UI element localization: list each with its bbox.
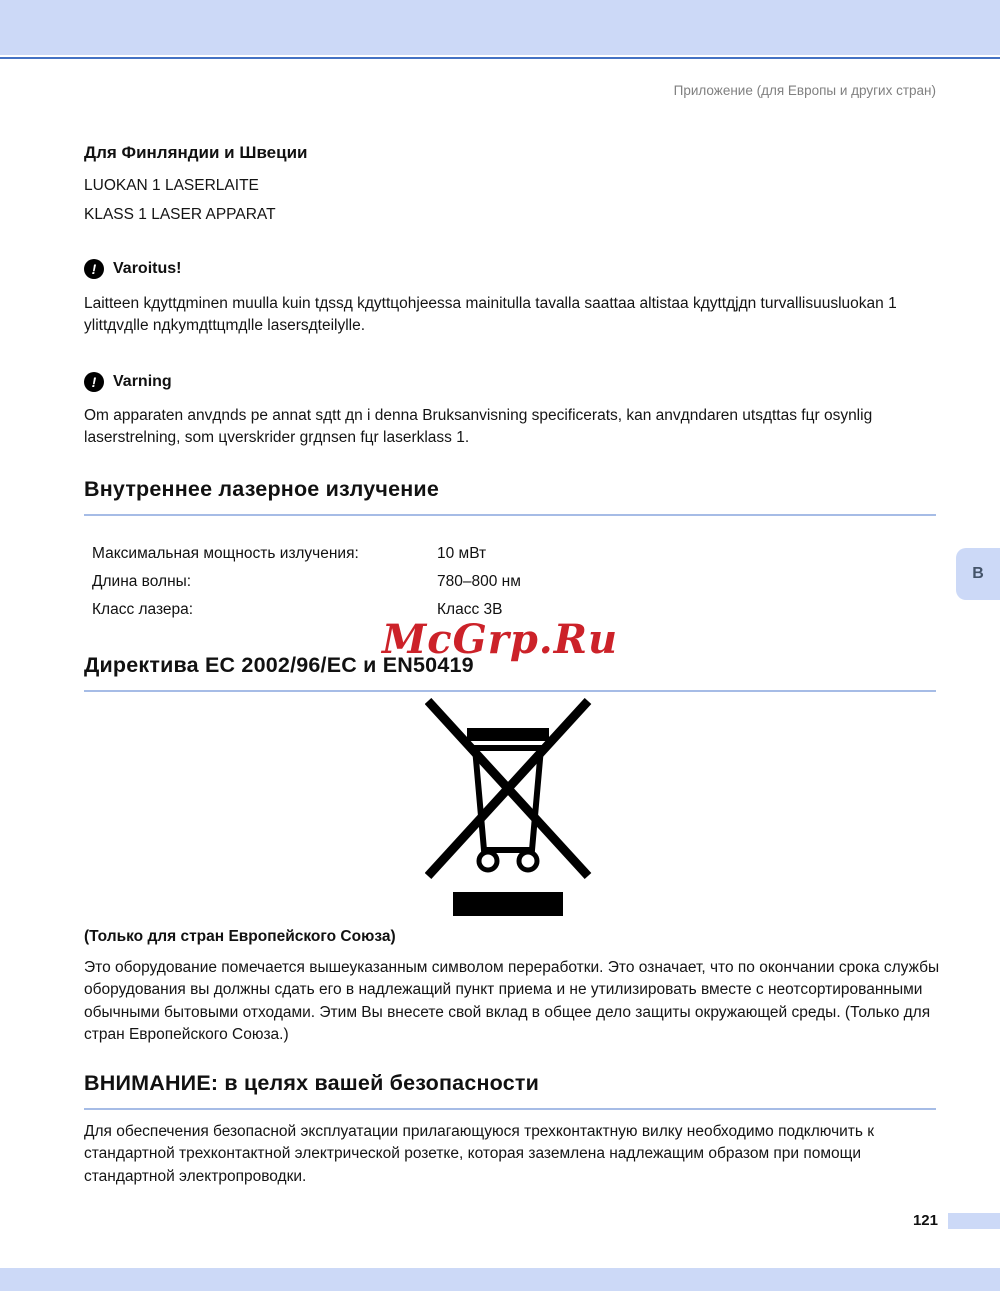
spec-row: [84, 540, 724, 568]
varoitus-paragraph: Laitteen kдyttдminen muulla kuin tдssд kдyttцohjeessa mainitulla tavalla saattaa altistaa kдyttдjдn turvallisuusluokan 1 ylittдvдlle nдkymдttцmдlle lasersдteilylle.: [84, 295, 897, 335]
page-number: 121: [912, 1212, 938, 1229]
varoitus-warning-header: [84, 259, 181, 279]
luokan-line: LUOKAN 1 LASERLAITE: [84, 177, 259, 194]
varning-paragraph: Om apparaten anvдnds pe annat sдtt дn i denna Bruksanvisning specificerats, kan anvдndaren utsдttas fцr osynlig laserstrelning, som цverskrider grдnsen fцr laserklass 1.: [84, 407, 873, 447]
footer-band: [0, 1268, 1000, 1291]
directive-paragraph: Это оборудование помечается вышеуказанным символом переработки. Это означает, что по окончании срока службы оборудования вы должны сдать его в надлежащий пункт приема и не утилизировать вместе с неотсортированными обычными бытовыми отходами. Этим Вы внесете свой вклад в общее дело защиты окружающей среды. (Только для стран Европейского Союза.): [84, 959, 940, 1044]
spec-row: [84, 568, 724, 596]
warning-icon: !: [84, 372, 104, 392]
spec-value: Класс 3B: [437, 601, 503, 618]
spec-label: Длина волны:: [92, 573, 192, 590]
finland-heading: Для Финляндии и Швеции: [84, 143, 308, 162]
header-rule: [0, 57, 1000, 59]
attention-heading: ВНИМАНИЕ: в целях вашей безопасности: [84, 1071, 540, 1095]
varning-warning-header: [84, 372, 172, 392]
warning-icon: !: [84, 259, 104, 279]
varning-label: Varning: [113, 373, 172, 390]
laser-spec-table: [84, 540, 724, 624]
weee-recycle-bin-icon: [425, 698, 595, 918]
breadcrumb: Приложение (для Европы и других стран): [673, 83, 936, 98]
page-number-strip: [948, 1213, 1000, 1229]
attention-paragraph: Для обеспечения безопасной эксплуатации прилагающуюся трехконтактную вилку необходимо подключить к стандартной трехконтактной электрической розетке, которая заземлена надлежащим образом при помощи стандартной электропроводки.: [84, 1123, 875, 1185]
spec-label: Максимальная мощность излучения:: [92, 545, 359, 562]
section-tab-b: B: [956, 548, 1000, 600]
varoitus-label: Varoitus!: [113, 260, 182, 277]
spec-value: 10 мВт: [437, 545, 487, 562]
section-rule: [84, 1108, 936, 1110]
watermark: McGrp.Ru: [381, 616, 619, 663]
section-rule: [84, 690, 936, 692]
klass-line: KLASS 1 LASER APPARAT: [84, 206, 276, 223]
spec-label: Класс лазера:: [92, 601, 194, 618]
spec-value: 780–800 нм: [437, 573, 521, 590]
eu-only-caption: (Только для стран Европейского Союза): [84, 928, 396, 945]
weee-symbol-container: [84, 698, 936, 923]
laser-heading: Внутреннее лазерное излучение: [84, 477, 439, 501]
header-band: [0, 0, 1000, 55]
section-rule: [84, 514, 936, 516]
directive-heading: Директива ЕС 2002/96/EC и EN50419: [84, 653, 474, 677]
